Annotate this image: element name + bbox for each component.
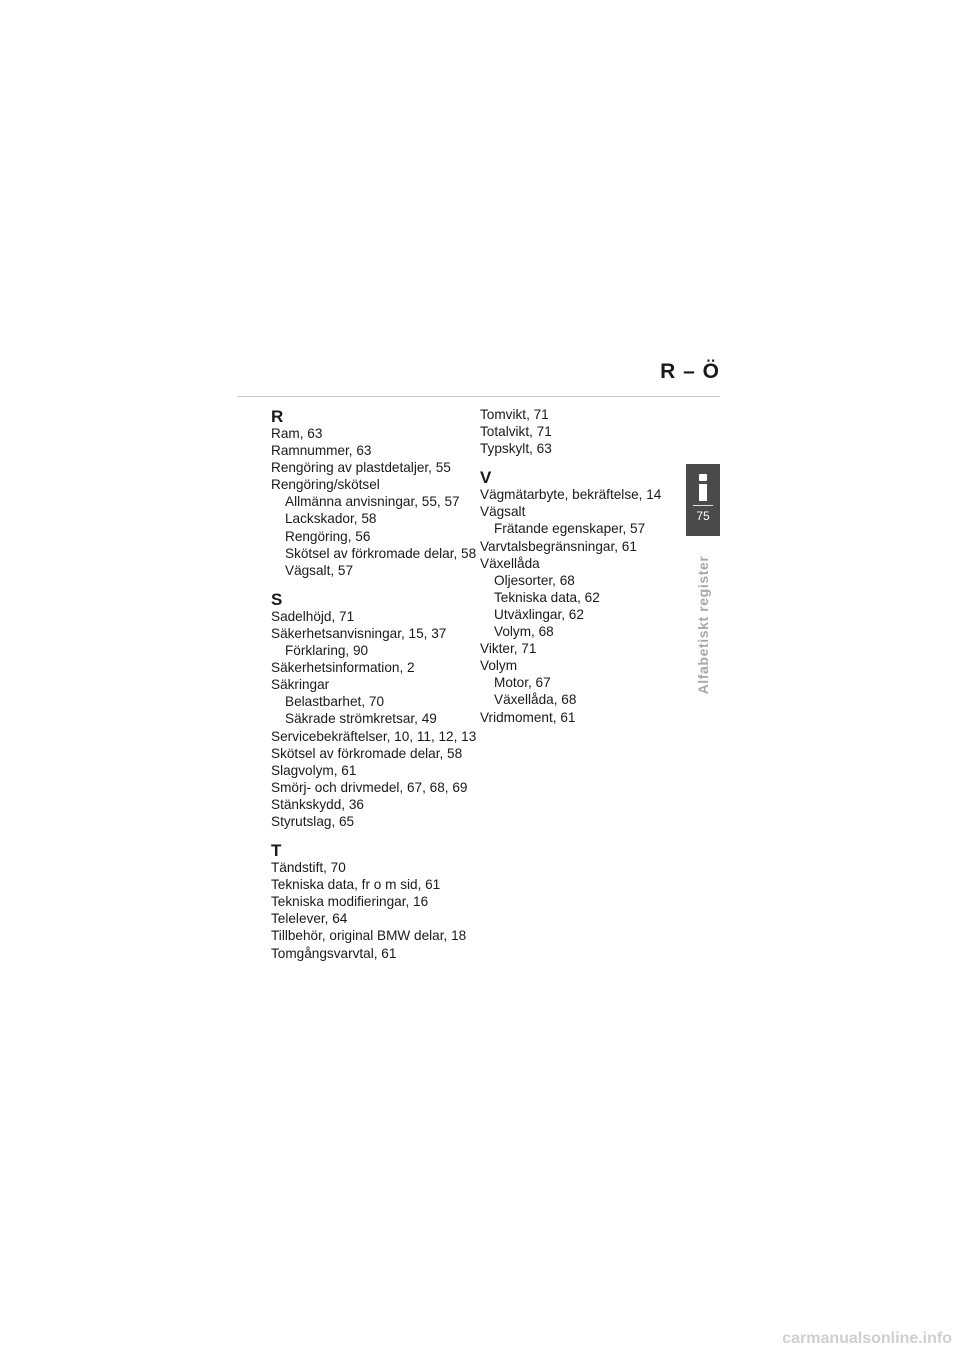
index-subentry: Tekniska data, 62 (494, 589, 600, 605)
index-entry: Slagvolym, 61 (271, 762, 357, 778)
index-entry: Tomvikt, 71 (480, 407, 549, 422)
index-subentry: Skötsel av förkromade delar, 58 (285, 545, 477, 561)
index-entry: Vikter, 71 (480, 641, 537, 657)
chapter-side-label: Alfabetiskt register (695, 555, 711, 695)
index-entry: Varvtalsbegränsningar, 61 (480, 538, 637, 554)
index-section (271, 591, 481, 830)
index-entry: Typskylt, 63 (480, 441, 552, 457)
index-entry: Rengöring/skötsel (271, 477, 380, 493)
index-entry: Vägmätarbyte, bekräftelse, 14 (480, 487, 662, 503)
index-entry: Ramnummer, 63 (271, 443, 372, 459)
index-entry: Vägsalt (480, 504, 526, 520)
index-entry: Styrutslag, 65 (271, 813, 355, 829)
index-subentry: Frätande egenskaper, 57 (494, 521, 646, 537)
index-subentry: Förklaring, 90 (285, 643, 369, 659)
index-entry: Tekniska data, fr o m sid, 61 (271, 877, 441, 893)
index-entry: Ram, 63 (271, 426, 323, 441)
index-subentry: Oljesorter, 68 (494, 572, 575, 588)
section-letter: T (271, 841, 282, 861)
index-subentry: Säkrade strömkretsar, 49 (285, 711, 437, 727)
index-entry: Säkerhetsinformation, 2 (271, 660, 415, 676)
page-title: R – Ö (660, 360, 720, 383)
chapter-tab (686, 464, 720, 536)
index-entry: Växellåda (480, 555, 540, 571)
index-subentry: Allmänna anvisningar, 55, 57 (285, 494, 460, 510)
index-entry: Stänkskydd, 36 (271, 796, 364, 812)
page-number: 75 (696, 509, 710, 523)
index-entry: Sadelhöjd, 71 (271, 608, 355, 624)
index-subentry: Utväxlingar, 62 (494, 606, 584, 622)
index-subentry: Växellåda, 68 (494, 692, 577, 708)
index-section (271, 408, 481, 579)
index-subentry: Rengöring, 56 (285, 528, 371, 544)
index-entry: Vridmoment, 61 (480, 709, 576, 725)
index-entry: Totalvikt, 71 (480, 424, 552, 440)
index-entry: Volym (480, 658, 518, 674)
header-divider (238, 396, 720, 397)
index-subentry: Motor, 67 (494, 675, 551, 691)
index-subentry: Vägsalt, 57 (285, 562, 354, 578)
index-entry: Säkringar (271, 677, 330, 693)
info-icon (686, 472, 720, 502)
index-subentry: Lackskador, 58 (285, 511, 377, 527)
index-section (271, 842, 481, 962)
index-entry: Säkerhetsanvisningar, 15, 37 (271, 625, 447, 641)
index-entry: Tomgångsvarvtal, 61 (271, 945, 397, 961)
section-letter: S (271, 589, 283, 609)
index-entry: Servicebekräftelser, 10, 11, 12, 13 (271, 728, 477, 744)
index-entry: Skötsel av förkromade delar, 58 (271, 745, 463, 761)
watermark: carmanualsonline.info (782, 1330, 952, 1347)
index-entry: Smörj- och drivmedel, 67, 68, 69 (271, 779, 468, 795)
index-column-left (271, 406, 481, 974)
index-entry: Telelever, 64 (271, 911, 348, 927)
section-letter: V (480, 468, 492, 488)
section-letter: R (271, 407, 284, 426)
index-entry: Rengöring av plastdetaljer, 55 (271, 460, 451, 476)
index-entry: Tekniska modifieringar, 16 (271, 894, 429, 910)
index-section (480, 406, 690, 457)
index-column-right (480, 406, 690, 738)
index-entry: Tillbehör, original BMW delar, 18 (271, 928, 467, 944)
index-subentry: Volym, 68 (494, 624, 554, 640)
index-section (480, 469, 690, 725)
index-subentry: Belastbarhet, 70 (285, 694, 384, 710)
index-entry: Tändstift, 70 (271, 860, 346, 876)
tab-divider (693, 505, 713, 506)
